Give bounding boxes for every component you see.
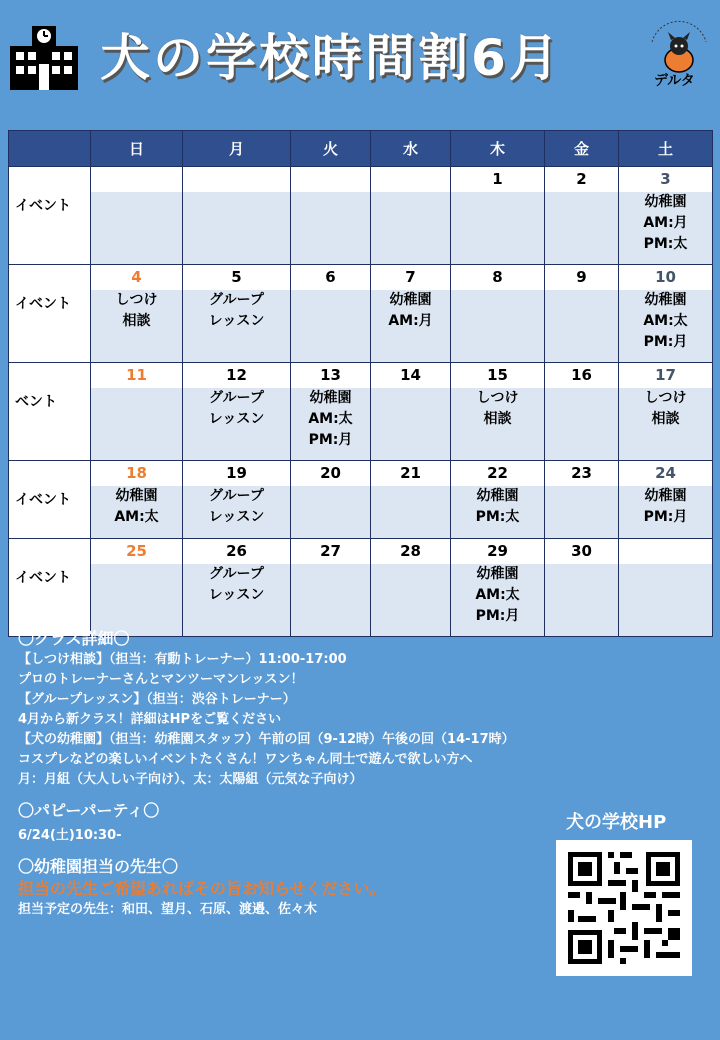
date-cell: 11	[91, 363, 183, 389]
class-detail-line: プロのトレーナーさんとマンツーマンレッスン！	[18, 672, 304, 687]
date-cell: 3	[619, 167, 713, 193]
event-row-label: ベント	[9, 388, 91, 461]
event-cell	[619, 388, 713, 461]
date-cell: 8	[451, 265, 545, 291]
teacher-list: 担当予定の先生：和田、望月、石原、渡邉、佐々木	[18, 902, 318, 917]
date-cell: 12	[183, 363, 291, 389]
class-details-heading: 〇クラス詳細〇	[18, 629, 130, 648]
event-cell	[451, 192, 545, 265]
date-cell: 16	[545, 363, 619, 389]
event-cell	[291, 564, 371, 637]
event-text: しつけ	[115, 292, 158, 308]
date-cell	[291, 167, 371, 193]
event-cell	[291, 486, 371, 539]
event-cell	[451, 388, 545, 461]
event-row-label: イベント	[9, 486, 91, 539]
event-text: PM:太	[643, 236, 688, 252]
event-text: 幼稚園	[644, 488, 687, 504]
school-building-icon	[8, 24, 80, 92]
event-text: AM:月	[388, 313, 433, 329]
date-cell: 24	[619, 461, 713, 487]
event-text: 幼稚園	[644, 292, 687, 308]
date-cell: 15	[451, 363, 545, 389]
date-cell: 17	[619, 363, 713, 389]
puppy-party-time: 6/24(土)10:30-	[18, 828, 122, 843]
event-cell	[183, 564, 291, 637]
date-cell: 5	[183, 265, 291, 291]
event-text: AM:太	[308, 411, 353, 427]
event-text: 相談	[122, 313, 151, 329]
event-text: 幼稚園	[115, 488, 158, 504]
event-cell	[91, 388, 183, 461]
teacher-notice: 担当の先生ご希望あればその旨お知らせください。	[18, 879, 386, 898]
page-title: 犬の学校時間割6月	[100, 29, 562, 87]
event-cell	[619, 290, 713, 363]
event-text: 相談	[483, 411, 512, 427]
class-detail-line: 月：月組（大人しい子向け）、太：太陽組（元気な子向け）	[18, 772, 363, 787]
schedule-calendar	[8, 130, 713, 637]
weekday-wed: 水	[371, 131, 451, 167]
event-text: グループ	[209, 292, 264, 308]
date-cell: 29	[451, 539, 545, 565]
weekday-thu: 木	[451, 131, 545, 167]
header	[0, 0, 720, 120]
event-cell	[545, 564, 619, 637]
weekday-sat: 土	[619, 131, 713, 167]
date-row	[9, 265, 713, 291]
event-cell	[371, 290, 451, 363]
date-cell: 7	[371, 265, 451, 291]
date-row-label-cell	[9, 167, 91, 193]
event-cell	[371, 486, 451, 539]
event-row-label: イベント	[9, 564, 91, 637]
event-text: グループ	[209, 488, 264, 504]
class-detail-line: 【しつけ相談】（担当：有動トレーナー）11:00-17:00	[18, 652, 347, 667]
event-text: AM:太	[114, 509, 159, 525]
date-cell	[371, 167, 451, 193]
event-cell	[183, 486, 291, 539]
event-text: PM:月	[643, 509, 688, 525]
event-row-label: イベント	[9, 290, 91, 363]
event-cell	[371, 192, 451, 265]
date-cell: 14	[371, 363, 451, 389]
date-cell	[183, 167, 291, 193]
event-cell	[183, 192, 291, 265]
event-cell	[91, 290, 183, 363]
date-cell: 30	[545, 539, 619, 565]
event-text: AM:太	[643, 313, 688, 329]
weekday-fri: 金	[545, 131, 619, 167]
event-cell	[619, 564, 713, 637]
event-cell	[371, 388, 451, 461]
class-detail-line: コスプレなどの楽しいイベントたくさん！ワンちゃん同士で遊んで欲しい方へ	[18, 752, 473, 767]
event-text: グループ	[209, 566, 264, 582]
date-row-label-cell	[9, 461, 91, 487]
date-cell: 27	[291, 539, 371, 565]
date-cell: 1	[451, 167, 545, 193]
event-text: AM:月	[643, 215, 688, 231]
event-cell	[183, 388, 291, 461]
event-text: レッスン	[208, 313, 265, 329]
date-cell: 10	[619, 265, 713, 291]
date-row	[9, 363, 713, 389]
date-cell: 18	[91, 461, 183, 487]
event-cell	[291, 192, 371, 265]
date-cell: 13	[291, 363, 371, 389]
event-row	[9, 486, 713, 539]
event-cell	[619, 192, 713, 265]
event-row-label: イベント	[9, 192, 91, 265]
event-text: レッスン	[208, 411, 265, 427]
date-cell: 25	[91, 539, 183, 565]
date-cell: 2	[545, 167, 619, 193]
event-cell	[545, 290, 619, 363]
date-cell	[91, 167, 183, 193]
event-text: 幼稚園	[476, 566, 519, 582]
corner-cell	[9, 131, 91, 167]
weekday-sun: 日	[91, 131, 183, 167]
event-text: 幼稚園	[389, 292, 432, 308]
date-row-label-cell	[9, 363, 91, 389]
event-cell	[451, 486, 545, 539]
puppy-party-heading: 〇パピーパーティ〇	[18, 801, 160, 820]
event-cell	[451, 564, 545, 637]
event-row	[9, 388, 713, 461]
event-row	[9, 290, 713, 363]
event-text: グループ	[209, 390, 264, 406]
event-text: しつけ	[476, 390, 519, 406]
event-text: しつけ	[644, 390, 687, 406]
event-cell	[291, 290, 371, 363]
date-cell: 4	[91, 265, 183, 291]
event-text: PM:月	[308, 432, 353, 448]
date-cell: 6	[291, 265, 371, 291]
event-text: AM:太	[475, 587, 520, 603]
event-text: 幼稚園	[309, 390, 352, 406]
event-cell	[91, 486, 183, 539]
date-cell: 21	[371, 461, 451, 487]
event-text: 幼稚園	[476, 488, 519, 504]
qr-code-icon[interactable]	[556, 840, 692, 976]
event-row	[9, 192, 713, 265]
logo-text: デルタ	[654, 73, 695, 89]
event-text: PM:太	[475, 509, 520, 525]
date-row-label-cell	[9, 265, 91, 291]
event-cell	[451, 290, 545, 363]
date-cell: 23	[545, 461, 619, 487]
event-cell	[91, 564, 183, 637]
weekday-tue: 火	[291, 131, 371, 167]
date-row	[9, 167, 713, 193]
event-cell	[619, 486, 713, 539]
event-cell	[183, 290, 291, 363]
class-detail-line: 【犬の幼稚園】（担当：幼稚園スタッフ）午前の回（9-12時）午後の回（14-17時）	[18, 732, 515, 747]
date-row	[9, 539, 713, 565]
date-cell: 22	[451, 461, 545, 487]
date-cell: 9	[545, 265, 619, 291]
event-row	[9, 564, 713, 637]
event-text: PM:月	[643, 334, 688, 350]
event-text: レッスン	[208, 509, 265, 525]
event-text: PM:月	[475, 608, 520, 624]
event-cell	[545, 388, 619, 461]
class-detail-line: 【グループレッスン】（担当：渋谷トレーナー）	[18, 692, 296, 707]
date-row-label-cell	[9, 539, 91, 565]
event-cell	[291, 388, 371, 461]
weekday-header-row	[9, 131, 713, 167]
event-cell	[545, 192, 619, 265]
date-cell: 20	[291, 461, 371, 487]
details-section	[18, 628, 558, 920]
date-cell: 26	[183, 539, 291, 565]
date-row	[9, 461, 713, 487]
date-cell: 19	[183, 461, 291, 487]
event-cell	[91, 192, 183, 265]
weekday-mon: 月	[183, 131, 291, 167]
date-cell: 28	[371, 539, 451, 565]
homepage-label: 犬の学校HP	[566, 812, 667, 833]
event-cell	[545, 486, 619, 539]
event-text: 幼稚園	[644, 194, 687, 210]
date-cell	[619, 539, 713, 565]
teacher-heading: 〇幼稚園担当の先生〇	[18, 857, 179, 876]
event-text: 相談	[651, 411, 680, 427]
class-detail-line: 4月から新クラス！詳細はHPをご覧ください	[18, 712, 282, 727]
event-cell	[371, 564, 451, 637]
event-text: レッスン	[208, 587, 265, 603]
